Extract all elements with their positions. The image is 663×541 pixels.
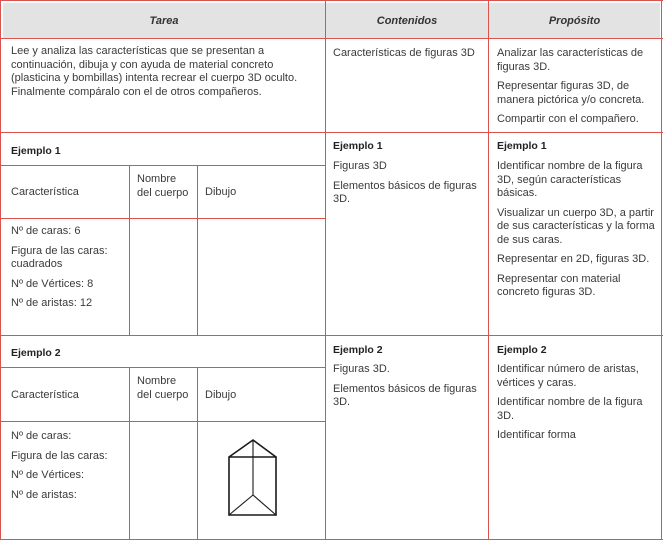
ejemplo1-col-dibujo: Dibujo	[205, 186, 237, 198]
ejemplo2-col-nombre: Nombre del cuerpo	[137, 375, 189, 401]
caracteristica-item: Nº de caras:	[11, 430, 72, 442]
ejemplo2-title: Ejemplo 2	[11, 347, 61, 359]
ejemplo1-col-caracteristica: Característica	[11, 186, 79, 198]
header-contenidos: Contenidos	[326, 3, 488, 38]
ejemplo1-proposito-title: Ejemplo 1	[497, 140, 547, 152]
proposito-item: Representar con material concreto figuras 3D.	[497, 272, 621, 298]
contenido-item: Figuras 3D.	[333, 363, 390, 375]
ejemplo2-proposito-title: Ejemplo 2	[497, 344, 547, 356]
proposito-item: Compartir con el compañero.	[497, 113, 639, 125]
header-tarea: Tarea	[3, 3, 325, 38]
ejemplo1-caracteristicas	[11, 225, 125, 317]
caracteristica-item: Nº de aristas: 12	[11, 297, 93, 309]
intro-proposito-list	[497, 47, 655, 133]
caracteristica-item: Nº de aristas:	[11, 488, 77, 501]
proposito-item: Identificar nombre de la figura 3D.	[497, 396, 643, 422]
proposito-item: Identificar forma	[497, 429, 576, 441]
ejemplo1-col-nombre: Nombre del cuerpo	[137, 173, 189, 199]
header-proposito: Propósito	[489, 3, 660, 38]
caracteristica-item: Figura de las caras: cuadrados	[11, 244, 108, 270]
proposito-item: Identificar número de aristas, vértices y caras.	[497, 363, 639, 389]
ejemplo2-col-dibujo: Dibujo	[205, 389, 237, 401]
ejemplo1-contenidos-list	[333, 160, 483, 213]
ejemplo2-proposito-list	[497, 363, 655, 449]
contenido-item: Elementos básicos de figuras 3D.	[333, 382, 477, 408]
proposito-item: Identificar nombre de la figura 3D, según características básicas.	[497, 160, 643, 199]
contenido-item: Elementos básicos de figuras 3D.	[333, 179, 477, 205]
ejemplo2-col-caracteristica: Característica	[11, 389, 79, 401]
caracteristica-item: Nº de Vértices:	[11, 469, 85, 481]
proposito-item: Visualizar un cuerpo 3D, a partir de sus características y la forma de sus caras.	[497, 206, 655, 246]
ejemplo2-contenidos-list	[333, 363, 483, 416]
caracteristica-item: Figura de las caras:	[11, 449, 108, 462]
proposito-item: Analizar las características de figuras 3D.	[497, 47, 644, 73]
proposito-item: Representar figuras 3D, de manera pictórica y/o concreta.	[497, 80, 645, 106]
intro-tarea-text: Lee y analiza las características que se presentan a continuación, dibuja y con ayuda de material concreto (plasticina y bombillas) intenta recrear el cuerpo 3D oculto. Finalmente compáralo con el de otros compañeros.	[11, 45, 298, 98]
caracteristica-item: Nº de Vértices: 8	[11, 277, 94, 290]
contenido-item: Figuras 3D	[333, 160, 387, 172]
ejemplo1-title: Ejemplo 1	[11, 145, 61, 157]
ejemplo1-contenidos-title: Ejemplo 1	[333, 140, 383, 152]
ejemplo1-proposito-list	[497, 160, 655, 306]
caracteristica-item: Nº de caras: 6	[11, 225, 81, 237]
proposito-item: Representar en 2D, figuras 3D.	[497, 253, 650, 265]
triangular-prism-drawing	[222, 437, 282, 521]
intro-contenidos-text: Características de figuras 3D	[333, 47, 475, 59]
ejemplo2-contenidos-title: Ejemplo 2	[333, 344, 383, 356]
ejemplo2-caracteristicas	[11, 430, 125, 508]
